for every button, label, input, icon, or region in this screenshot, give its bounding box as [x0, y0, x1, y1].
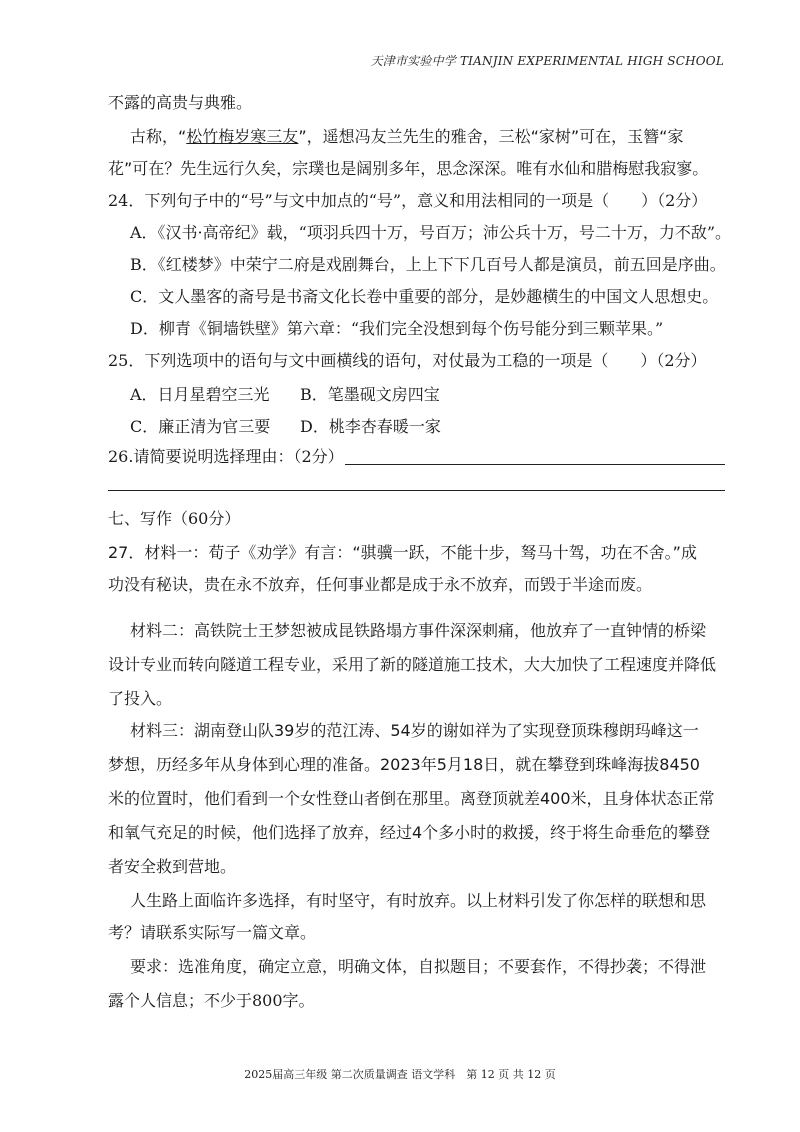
passage-line-2-suffix: ”，遥想冯友兰先生的雅舍，三松“家树”可在，玉簪“家: [298, 127, 684, 146]
q27-line-1: 27．材料一：荀子《劝学》有言：“骐骥一跃，不能十步，驽马十驾，功在不舍。”成: [108, 543, 697, 562]
q24-option-c: C．文人墨客的斋号是书斋文化长卷中重要的部分，是妙趣横生的中国文人思想史。: [130, 287, 719, 306]
q24-option-a: A．《汉书·高帝纪》载，“项羽兵四十万，号百万；沛公兵十万，号二十万，力不敌”。: [130, 223, 732, 242]
prompt-line-2: 考？请联系实际写一篇文章。: [108, 923, 317, 942]
passage-line-3: 花”可在？先生远行久矣，宗璞也是阔别多年，思念深深。唯有水仙和腊梅慰我寂寥。: [108, 159, 709, 178]
q24-option-d: D．柳青《铜墙铁壁》第六章：“我们完全没想到每个伤号能分到三颗苹果。”: [130, 319, 664, 338]
passage-line-2: [130, 126, 728, 148]
material-3-line-4: 和氧气充足的时候，他们选择了放弃，经过4个多小时的救援，终于将生命垂危的攀登: [108, 823, 711, 842]
material-2-line-1: 材料二：高铁院士王梦恕被成昆铁路塌方事件深深刺痛，他放弃了一直钟情的桥梁: [130, 621, 707, 640]
q25-option-d: D．桃李杏春暖一家: [300, 417, 441, 436]
material-3-line-3: 米的位置时，他们看到一个女性登山者倒在那里。离登顶就差400米，且身体状态正常: [108, 789, 715, 808]
page-footer: 2025届高三年级 第二次质量调查 语文学科 第 12 页 共 12 页: [244, 1068, 556, 1081]
q25-option-c: C．廉正清为官三要: [130, 417, 271, 436]
q26-stem: 26.请简要说明选择理由：（2分）: [108, 447, 344, 466]
school-header: 天津市实验中学 TIANJIN EXPERIMENTAL HIGH SCHOOL: [370, 54, 724, 68]
material-3-line-5: 者安全救到营地。: [108, 857, 237, 876]
requirement-line-1: 要求：选准角度，确定立意，明确文体，自拟题目；不要套作，不得抄袭；不得泄: [130, 957, 707, 976]
requirement-line-2: 露个人信息；不少于800字。: [108, 991, 315, 1010]
q25-option-b: B．笔墨砚文房四宝: [300, 385, 440, 404]
underlined-phrase: 松竹梅岁寒三友: [186, 127, 299, 146]
material-2-line-2: 设计专业而转向隧道工程专业，采用了新的隧道施工技术，大大加快了工程速度并降低: [108, 655, 717, 674]
q27-line-2: 功没有秘诀，贵在永不放弃，任何事业都是成于永不放弃，而毁于半途而废。: [108, 575, 653, 594]
answer-line-1[interactable]: [345, 464, 725, 465]
material-3-line-2: 梦想，历经多年从身体到心理的准备。2023年5月18日，就在攀登到珠峰海拔8450: [108, 755, 700, 774]
q24-option-b: B．《红楼梦》中荣宁二府是戏剧舞台，上上下下几百号人都是演员，前五回是序曲。: [130, 255, 726, 274]
writing-section-title: 七、写作（60分）: [108, 509, 241, 528]
q25-stem: 25．下列选项中的语句与文中画横线的语句，对仗最为工稳的一项是（ ）（2分）: [108, 351, 707, 370]
passage-line-1: 不露的高贵与典雅。: [108, 93, 253, 112]
material-2-line-3: 了投入。: [108, 689, 173, 708]
answer-line-2[interactable]: [108, 490, 725, 491]
passage-line-2-prefix: 古称，“: [130, 127, 187, 146]
q25-option-a: A．日月星碧空三光: [130, 385, 270, 404]
prompt-line-1: 人生路上面临许多选择，有时坚守，有时放弃。以上材料引发了你怎样的联想和思: [130, 891, 707, 910]
material-3-line-1: 材料三：湖南登山队39岁的范江涛、54岁的谢如祥为了实现登顶珠穆朗玛峰这一: [130, 721, 699, 740]
q24-stem: 24．下列句子中的“号”与文中加点的“号”，意义和用法相同的一项是（ ）（2分）: [108, 191, 708, 210]
